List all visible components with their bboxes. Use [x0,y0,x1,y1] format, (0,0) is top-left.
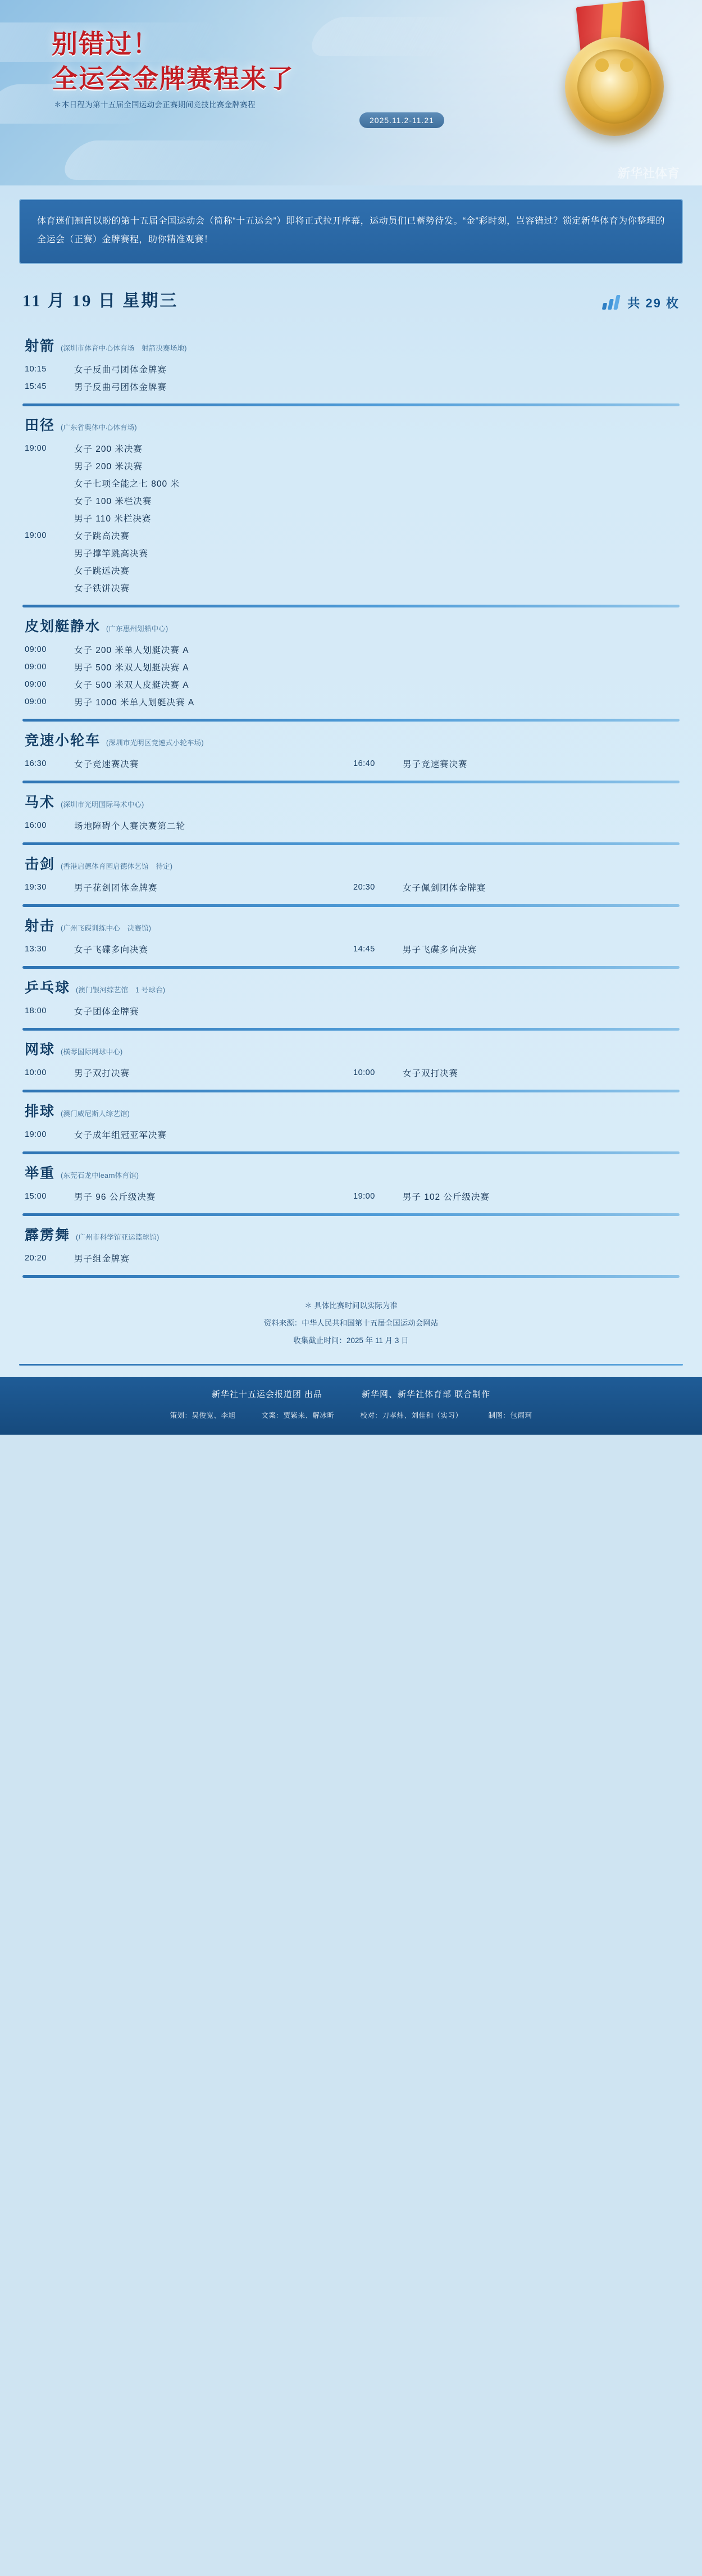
footer-producer-right: 新华网、新华社体育部 联合制作 [362,1389,491,1399]
event-cell [22,495,351,507]
sport-block [22,406,680,607]
sport-header [22,1224,680,1244]
event-name: 女子跳高决赛 [74,532,130,542]
section-divider [22,1275,680,1278]
sport-header [22,791,680,811]
day-header [22,287,680,317]
event-cell [22,564,351,577]
event-row [22,579,680,597]
event-name: 男子 1000 米单人划艇决赛 A [74,698,195,708]
event-row [22,817,680,835]
sport-name: 皮划艇静水 [25,619,101,634]
sport-name: 击剑 [25,856,56,872]
event-list [22,941,680,958]
sport-header [22,1100,680,1121]
sport-block [22,1216,680,1278]
event-name: 女子 200 米决赛 [74,445,143,455]
event-cell [22,1252,351,1264]
event-cell [351,1067,680,1079]
event-name: 女子 200 米单人划艇决赛 A [74,646,189,656]
event-name: 男子竞速赛决赛 [403,760,468,770]
intro-box [19,199,683,264]
medal-count [603,294,680,311]
event-cell [22,380,351,393]
event-name: 女子竞速赛决赛 [74,760,139,770]
event-time: 19:00 [353,1192,375,1201]
event-time: 19:00 [25,444,47,453]
footer-credits [0,1410,702,1420]
sport-header [22,853,680,873]
event-list [22,817,680,835]
event-row [22,641,680,659]
event-name: 男子撑竿跳高决赛 [74,549,149,559]
event-row [22,1003,680,1020]
sport-name: 举重 [25,1165,56,1181]
event-name: 女子佩剑团体金牌赛 [403,883,486,894]
event-row [22,1126,680,1144]
sport-block [22,1031,680,1092]
hero-title-line2: 全运会金牌赛程来了 [52,65,294,94]
sport-venue: (澳门银河综艺馆 1 号球台) [76,986,166,994]
event-row [22,475,680,492]
credit-check: 校对：刀孝炜、刘佳和（实习） [360,1411,463,1419]
footnote-line2: 资料来源：中华人民共和国第十五届全国运动会网站 [263,1318,439,1327]
event-name: 男子飞碟多向决赛 [403,945,477,955]
sport-venue: (广东省奥体中心体育场) [61,423,137,432]
event-time: 09:00 [25,680,47,690]
footer-divider [19,1364,683,1366]
medal-count-label: 共 29 枚 [627,296,680,310]
event-time: 14:45 [353,945,375,954]
sport-block [22,1154,680,1216]
event-cell [22,1128,351,1141]
event-name: 男子 96 公斤级决赛 [74,1192,156,1203]
event-row [22,1188,680,1205]
sport-header [22,729,680,750]
event-time: 16:30 [25,759,47,769]
event-row [22,527,680,545]
event-cell [22,477,351,489]
event-row [22,440,680,457]
event-name: 女子 500 米双人皮艇决赛 A [74,681,189,691]
event-name: 男子 110 米栏决赛 [74,514,152,524]
event-list [22,1250,680,1267]
event-list [22,755,680,773]
event-cell [22,460,351,472]
event-name: 女子团体金牌赛 [74,1007,139,1017]
sport-venue: (香港启德体育园启德体艺馆 待定) [61,862,173,870]
sport-header [22,915,680,935]
credit-design: 制图：包雨珂 [488,1411,532,1419]
event-cell [22,696,351,708]
event-name: 男子 500 米双人划艇决赛 A [74,663,189,673]
day-title: 11 月 19 日 星期三 [22,291,179,310]
sport-name: 射击 [25,918,56,934]
event-row [22,492,680,510]
sport-block [22,969,680,1031]
sport-block [22,783,680,845]
event-name: 男子花剑团体金牌赛 [74,883,158,894]
sport-venue: (深圳市光明区竞速式小轮车场) [106,738,204,747]
sport-block [22,845,680,907]
sport-name: 网球 [25,1042,56,1058]
event-list [22,1188,680,1205]
event-list [22,641,680,711]
event-row [22,1064,680,1082]
event-time: 13:30 [25,945,47,954]
sport-block [22,907,680,969]
event-time: 15:00 [25,1192,47,1201]
event-name: 女子跳远决赛 [74,566,130,577]
event-row [22,659,680,676]
sport-name: 田径 [25,418,56,433]
sport-header [22,1162,680,1182]
event-cell [351,881,680,894]
medal-bars-icon [603,295,622,310]
footnotes [0,1297,702,1349]
sport-block [22,607,680,722]
event-cell [351,758,680,770]
sport-venue: (广州飞碟训练中心 决赛馆) [61,924,152,932]
event-name: 女子铁饼决赛 [74,584,130,594]
event-time: 09:00 [25,697,47,707]
event-name: 女子反曲弓团体金牌赛 [74,365,167,375]
event-time: 18:00 [25,1006,47,1016]
event-time: 10:00 [353,1068,375,1078]
sport-block [22,327,680,406]
event-row [22,693,680,711]
event-row [22,545,680,562]
event-cell [22,442,351,455]
event-cell [22,943,351,955]
intro-text: 体育迷们翘首以盼的第十五届全国运动会（简称“十五运会”）即将正式拉开序幕，运动员们已蓄势待发。“金”彩时刻，岂容错过？锁定新华体育为你整理的全运会（正赛）金牌赛程，助你精准观赛！ [37,216,665,244]
sport-venue: (深圳市光明国际马术中心) [61,800,144,809]
event-row [22,562,680,579]
sport-name: 排球 [25,1104,56,1119]
hero-title [52,27,294,97]
event-time: 20:20 [25,1254,47,1263]
event-time: 10:00 [25,1068,47,1078]
date-range-badge: 2025.11.2-11.21 [359,112,444,128]
sport-header [22,335,680,355]
event-name: 男子 200 米决赛 [74,462,143,472]
event-time: 19:00 [25,531,47,541]
sport-name: 射箭 [25,338,56,354]
event-name: 女子飞碟多向决赛 [74,945,149,955]
event-list [22,879,680,896]
event-cell [351,943,680,955]
sport-name: 霹雳舞 [25,1227,71,1243]
footnote-line3: 收集截止时间：2025 年 11 月 3 日 [293,1336,409,1345]
event-cell [22,661,351,673]
event-list [22,1003,680,1020]
credit-text: 文案：贾紫来、解冰昕 [261,1411,335,1419]
event-list [22,361,680,396]
event-row [22,457,680,475]
event-time: 19:30 [25,883,47,892]
sport-name: 马术 [25,795,56,810]
event-cell [22,678,351,691]
event-time: 16:40 [353,759,375,769]
event-cell [351,1190,680,1203]
sport-header [22,615,680,636]
event-list [22,1064,680,1082]
sport-header [22,1038,680,1059]
event-row [22,361,680,378]
sport-venue: (澳门威尼斯人综艺馆) [61,1109,130,1118]
event-row [22,755,680,773]
sports-list [22,327,680,1278]
event-list [22,440,680,597]
sport-venue: (东莞石龙中learn体育馆) [61,1171,139,1180]
event-cell [22,758,351,770]
event-cell [22,363,351,375]
sport-header [22,977,680,997]
event-cell [22,819,351,832]
event-row [22,941,680,958]
sport-name: 竞速小轮车 [25,733,101,749]
event-name: 男子 102 公斤级决赛 [403,1192,490,1203]
event-cell [22,582,351,594]
event-row [22,510,680,527]
event-name: 女子双打决赛 [403,1069,459,1079]
event-cell [22,643,351,656]
event-time: 15:45 [25,382,47,392]
sport-header [22,414,680,434]
sport-venue: (横琴国际网球中心) [61,1047,123,1056]
event-cell [22,547,351,559]
credit-plan: 策划：吴俊宽、李旭 [170,1411,236,1419]
footer-producers [0,1388,702,1400]
event-name: 男子组金牌赛 [74,1254,130,1264]
gold-medal-icon [558,3,671,144]
event-row [22,378,680,396]
footnote-line1: ＊ 具体比赛时间以实际为准 [304,1301,398,1310]
event-time: 10:15 [25,365,47,374]
footer [0,1377,702,1435]
sport-venue: (深圳市体育中心体育场 射箭决赛场地) [61,344,187,352]
event-cell [22,1190,351,1203]
event-name: 男子反曲弓团体金牌赛 [74,383,167,393]
event-cell [22,512,351,524]
watermark: 新华社体育 [617,166,680,180]
event-name: 男子双打决赛 [74,1069,130,1079]
event-time: 20:30 [353,883,375,892]
event-cell [22,1067,351,1079]
sport-block [22,1092,680,1154]
event-time: 09:00 [25,645,47,655]
event-name: 女子成年组冠亚军决赛 [74,1131,167,1141]
event-row [22,1250,680,1267]
event-time: 16:00 [25,821,47,831]
hero-subtitle: ＊本日程为第十五届全国运动会正赛期间竞技比赛金牌赛程 [54,101,256,109]
event-cell [22,881,351,894]
event-row [22,879,680,896]
event-name: 女子 100 米栏决赛 [74,497,152,507]
event-name: 场地障碍个人赛决赛第二轮 [74,822,186,832]
sport-venue: (广州市科学馆亚运篮球馆) [76,1233,159,1241]
event-time: 09:00 [25,663,47,672]
sport-block [22,722,680,783]
mascot-icon [591,64,638,112]
event-list [22,1126,680,1144]
event-cell [22,529,351,542]
event-time: 19:00 [25,1130,47,1140]
hero-title-line1: 别错过！ [52,30,159,58]
footer-producer-left: 新华社十五运会报道团 出品 [211,1389,322,1399]
sport-venue: (广东惠州划船中心) [106,624,168,633]
sport-name: 乒乓球 [25,980,71,996]
hero-banner [0,0,702,185]
event-name: 女子七项全能之七 800 米 [74,479,180,489]
event-cell [22,1005,351,1017]
event-row [22,676,680,693]
